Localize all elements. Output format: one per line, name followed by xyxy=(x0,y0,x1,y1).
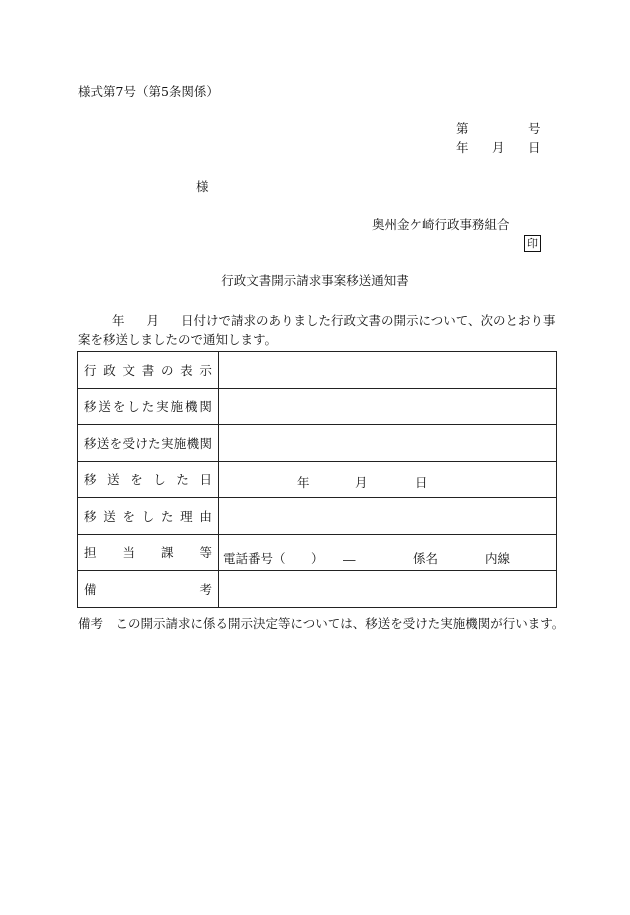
label-char: た xyxy=(141,399,155,415)
label-char: た xyxy=(148,435,161,451)
label-char: 書 xyxy=(141,362,155,378)
row-label-text xyxy=(78,507,218,525)
body-year: 年 xyxy=(112,313,125,328)
date-year: 年 xyxy=(456,140,469,155)
table-row xyxy=(78,534,557,571)
row-label-text xyxy=(78,543,218,561)
label-char: 移 xyxy=(84,508,97,524)
remarks-field[interactable] xyxy=(219,571,557,608)
label-char: 理 xyxy=(180,508,193,524)
document-display-field[interactable] xyxy=(219,352,557,389)
label-char: 日 xyxy=(199,472,212,488)
phone-label: 電話番号（ xyxy=(223,550,286,566)
row-label-text xyxy=(78,470,218,488)
label-char: 等 xyxy=(199,545,212,561)
label-char: 担 xyxy=(84,545,97,561)
label-char: し xyxy=(127,399,140,415)
sender-organization: 奥州金ケ崎行政事務組合 xyxy=(372,217,510,232)
label-char: 示 xyxy=(199,362,212,378)
transfer-details-table xyxy=(77,351,557,608)
label-char: た xyxy=(176,472,189,488)
form-number: 様式第7号（第5条関係） xyxy=(78,84,219,99)
body-month: 月 xyxy=(146,313,160,328)
row-label-text xyxy=(78,361,218,379)
row-label xyxy=(78,388,219,425)
label-char: た xyxy=(160,508,174,524)
table-row xyxy=(78,498,557,535)
row-label xyxy=(78,571,219,608)
label-char: 移 xyxy=(84,399,97,415)
row-label xyxy=(78,498,219,535)
label-char: 由 xyxy=(199,508,212,524)
label-char: 関 xyxy=(199,399,212,415)
label-char: 考 xyxy=(199,581,212,597)
label-char: の xyxy=(160,362,174,378)
phone-dash: ― xyxy=(343,551,356,567)
label-char: 文 xyxy=(122,362,135,378)
seal-stamp: 印 xyxy=(524,235,541,252)
label-char: 表 xyxy=(180,362,193,378)
label-char: 課 xyxy=(160,545,174,561)
document-number-dai: 第 xyxy=(456,121,469,136)
transfer-date-month: 月 xyxy=(355,474,368,490)
table-row xyxy=(78,425,557,462)
document-number-go: 号 xyxy=(528,121,541,136)
extension-label: 内線 xyxy=(485,550,511,566)
label-char: 送 xyxy=(96,435,110,451)
label-char: 施 xyxy=(173,435,187,451)
row-label-text xyxy=(78,434,218,452)
label-char: を xyxy=(109,435,123,451)
label-char: 送 xyxy=(98,399,111,415)
row-label xyxy=(78,425,219,462)
label-char: 実 xyxy=(160,435,174,451)
row-label xyxy=(78,461,219,498)
label-char: 機 xyxy=(186,435,200,451)
label-char: 移 xyxy=(84,472,97,488)
contact-field[interactable] xyxy=(219,534,557,571)
label-char: を xyxy=(112,399,126,415)
label-char: 政 xyxy=(103,362,116,378)
label-char: 受 xyxy=(122,435,135,451)
transfer-date-day: 日 xyxy=(415,474,428,490)
label-char: 送 xyxy=(103,508,116,524)
label-char: を xyxy=(122,508,135,524)
date-month: 月 xyxy=(492,140,505,155)
transfer-date-field[interactable] xyxy=(219,461,557,498)
addressee-honorific: 様 xyxy=(196,179,209,194)
table-row xyxy=(78,571,557,608)
phone-close: ） xyxy=(311,550,324,566)
receiving-agency-field[interactable] xyxy=(219,425,557,462)
label-char: 当 xyxy=(122,545,135,561)
label-char: を xyxy=(130,472,143,488)
row-label xyxy=(78,534,219,571)
transfer-date-year: 年 xyxy=(297,474,310,490)
label-char: 実 xyxy=(156,399,169,415)
section-label: 係名 xyxy=(413,550,439,566)
footnote: 備考 この開示請求に係る開示決定等については、移送を受けた実施機関が行います。 xyxy=(78,616,565,631)
label-char: し xyxy=(141,508,155,524)
row-label-text xyxy=(78,397,218,415)
row-label xyxy=(78,352,219,389)
transfer-reason-field[interactable] xyxy=(219,498,557,535)
body-text xyxy=(78,311,560,349)
table-row xyxy=(78,352,557,389)
label-char: 関 xyxy=(199,435,212,451)
label-char: 施 xyxy=(170,399,184,415)
label-char: し xyxy=(153,472,166,488)
table-row xyxy=(78,388,557,425)
label-char: 送 xyxy=(107,472,120,488)
label-char: 機 xyxy=(184,399,198,415)
table-row xyxy=(78,461,557,498)
body-paragraph: 日付けで請求のありました行政文書の開示について、次のとおり事案を移送しましたので通知します。 xyxy=(78,313,556,347)
label-char: け xyxy=(135,435,148,451)
row-label-text xyxy=(78,580,218,598)
label-char: 移 xyxy=(84,435,97,451)
transferring-agency-field[interactable] xyxy=(219,388,557,425)
date-day: 日 xyxy=(528,140,541,155)
label-char: 備 xyxy=(84,581,97,597)
document-title: 行政文書開示請求事案移送通知書 xyxy=(221,273,409,288)
label-char: 行 xyxy=(84,362,97,378)
